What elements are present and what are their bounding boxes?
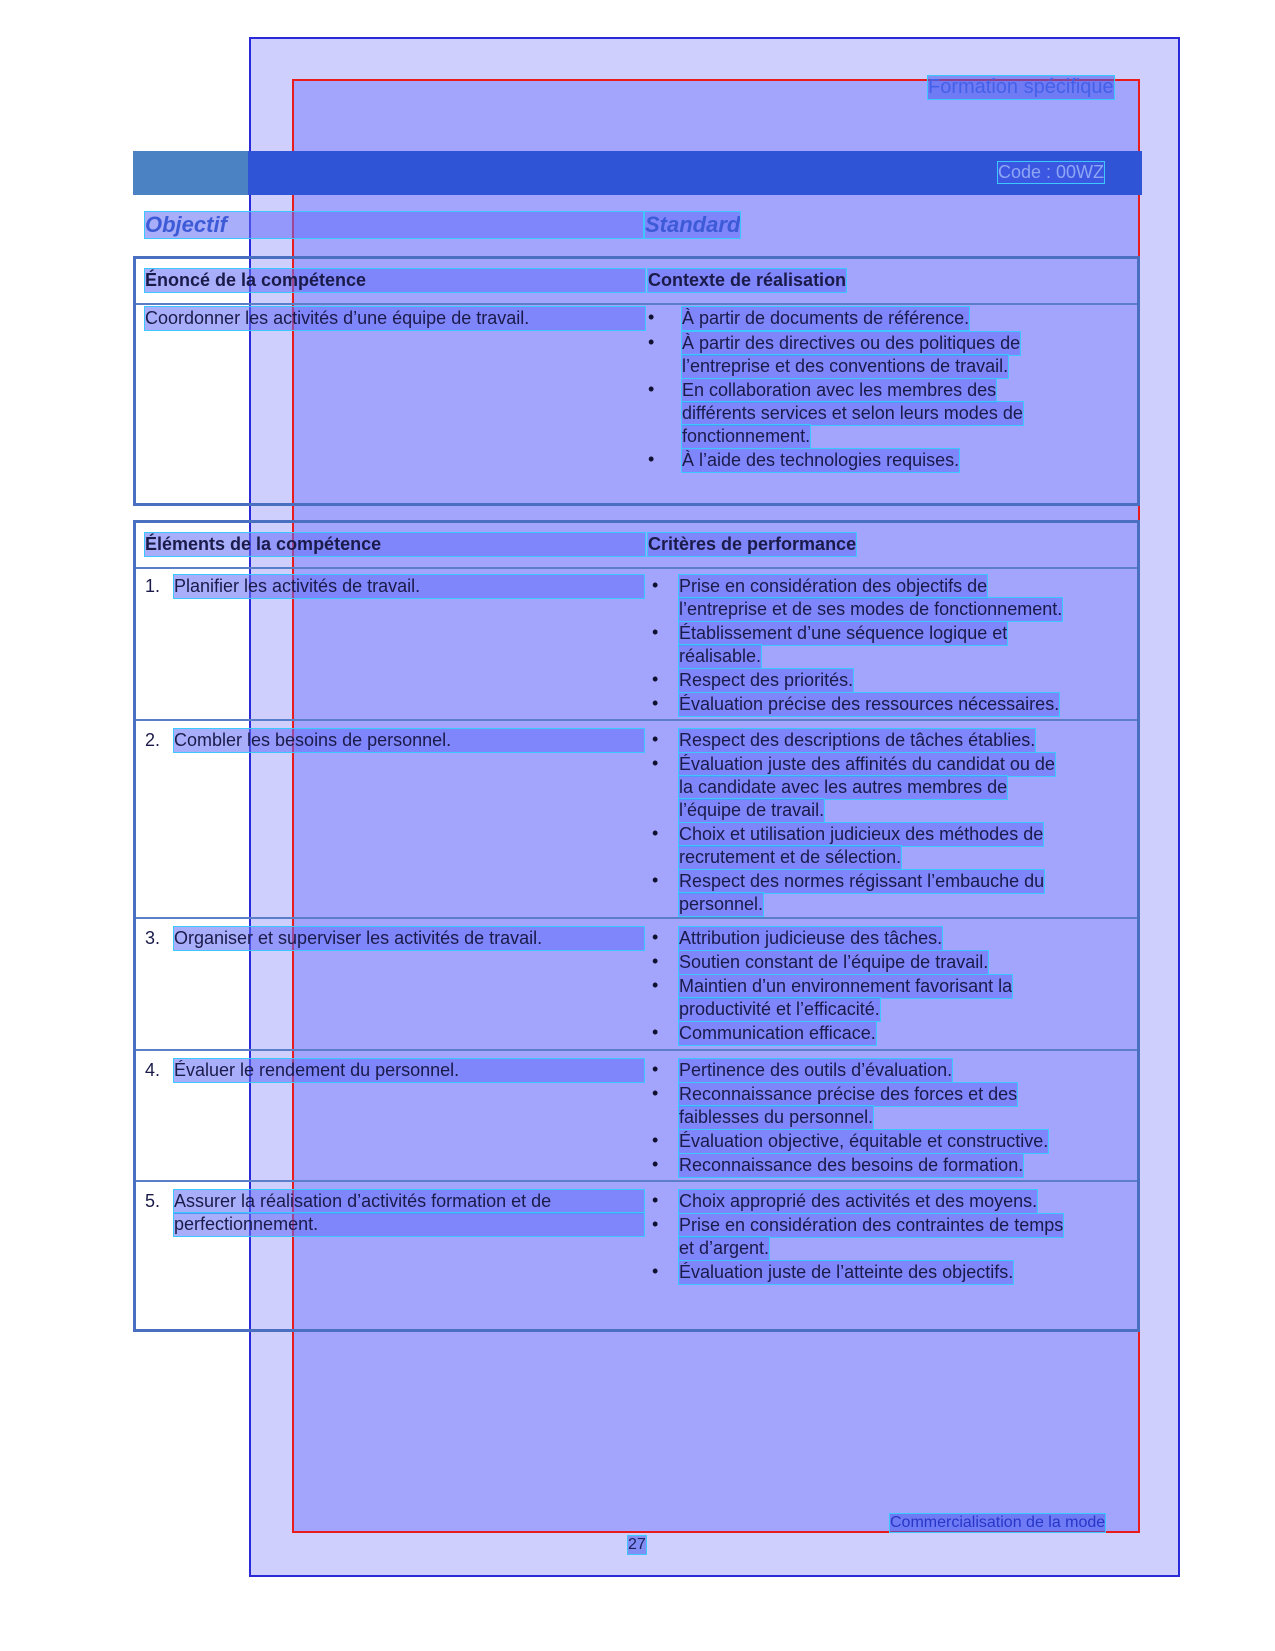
critere-item-line: l’équipe de travail. — [679, 800, 825, 820]
bullet-icon: • — [652, 1190, 659, 1210]
bullet-icon: • — [652, 870, 659, 890]
elements-table — [133, 520, 1140, 1332]
bullet-icon: • — [648, 449, 655, 469]
formation-label: Formation spécifique — [928, 76, 1114, 98]
contexte-item-line: À partir des directives ou des politiques de — [682, 333, 1021, 353]
header-band — [133, 151, 1142, 195]
criteres-column-header: Critères de performance — [648, 534, 857, 554]
bullet-icon: • — [652, 622, 659, 642]
critere-item-line: Communication efficace. — [679, 1023, 876, 1043]
critere-item-line: Choix et utilisation judicieux des méthodes de — [679, 824, 1044, 844]
contexte-item-line: À partir de documents de référence. — [682, 308, 970, 328]
contexte-item-line: En collaboration avec les membres des — [682, 380, 997, 400]
contexte-item-line: fonctionnement. — [682, 426, 811, 446]
bullet-icon: • — [648, 307, 655, 327]
objectif-heading: Objectif — [145, 212, 643, 238]
bullet-icon: • — [648, 379, 655, 399]
bullet-icon: • — [652, 669, 659, 689]
critere-item-line: Évaluation juste de l’atteinte des objectifs. — [679, 1262, 1014, 1282]
element-text: Combler les besoins de personnel. — [174, 729, 644, 752]
element-text: Planifier les activités de travail. — [174, 575, 644, 598]
critere-item-line: personnel. — [679, 894, 764, 914]
critere-item-line: Prise en considération des objectifs de — [679, 576, 988, 596]
bullet-icon: • — [652, 1214, 659, 1234]
critere-item-line: la candidate avec les autres membres de — [679, 777, 1008, 797]
critere-item-line: productivité et l’efficacité. — [679, 999, 880, 1019]
bullet-icon: • — [652, 975, 659, 995]
footer-program-label: Commercialisation de la mode — [890, 1514, 1106, 1531]
critere-item-line: Évaluation objective, équitable et constructive. — [679, 1131, 1049, 1151]
enonce-column-header: Énoncé de la compétence — [145, 269, 645, 292]
contexte-item-line: différents services et selon leurs modes de — [682, 403, 1023, 423]
critere-item-line: Choix approprié des activités et des moyens. — [679, 1191, 1038, 1211]
element-text: Évaluer le rendement du personnel. — [174, 1059, 644, 1082]
contexte-item-line: À l’aide des technologies requises. — [682, 450, 960, 470]
element-text: Assurer la réalisation d’activités formation et de — [174, 1190, 644, 1213]
critere-item-line: Établissement d’une séquence logique et — [679, 623, 1008, 643]
critere-item-line: l’entreprise et de ses modes de fonctionnement. — [679, 599, 1063, 619]
header-divider — [136, 567, 1137, 569]
critere-item-line: réalisable. — [679, 646, 762, 666]
contexte-column-header: Contexte de réalisation — [648, 270, 847, 290]
bullet-icon: • — [652, 1083, 659, 1103]
critere-item-line: faiblesses du personnel. — [679, 1107, 874, 1127]
bullet-icon: • — [652, 729, 659, 749]
bullet-icon: • — [652, 575, 659, 595]
critere-item-line: Respect des descriptions de tâches établies. — [679, 730, 1036, 750]
enonce-text: Coordonner les activités d’une équipe de travail. — [145, 307, 645, 330]
row-divider — [136, 1180, 1137, 1182]
critere-item-line: Reconnaissance précise des forces et des — [679, 1084, 1018, 1104]
contexte-item-line: l’entreprise et des conventions de travail. — [682, 356, 1009, 376]
header-divider — [136, 303, 1137, 305]
bullet-icon: • — [652, 1261, 659, 1281]
bullet-icon: • — [652, 951, 659, 971]
critere-item-line: Évaluation juste des affinités du candidat ou de — [679, 754, 1055, 774]
critere-item-line: Respect des normes régissant l’embauche du — [679, 871, 1045, 891]
critere-item-line: Prise en considération des contraintes de temps — [679, 1215, 1064, 1235]
elements-column-header: Éléments de la compétence — [145, 533, 645, 556]
bullet-icon: • — [652, 1130, 659, 1150]
critere-item-line: Pertinence des outils d’évaluation. — [679, 1060, 953, 1080]
element-number: 3. — [145, 928, 161, 948]
bullet-icon: • — [648, 332, 655, 352]
element-number: 1. — [145, 576, 161, 596]
bullet-icon: • — [652, 927, 659, 947]
standard-heading: Standard — [645, 212, 741, 237]
row-divider — [136, 1049, 1137, 1051]
critere-item-line: recrutement et de sélection. — [679, 847, 902, 867]
critere-item-line: Soutien constant de l’équipe de travail. — [679, 952, 989, 972]
critere-item-line: Reconnaissance des besoins de formation. — [679, 1155, 1024, 1175]
page-number: 27 — [628, 1536, 646, 1553]
critere-item-line: Évaluation précise des ressources nécessaires. — [679, 694, 1060, 714]
competence-table — [133, 256, 1140, 506]
row-divider — [136, 917, 1137, 919]
element-number: 2. — [145, 730, 161, 750]
bullet-icon: • — [652, 1154, 659, 1174]
element-number: 5. — [145, 1191, 161, 1211]
bullet-icon: • — [652, 823, 659, 843]
critere-item-line: Attribution judicieuse des tâches. — [679, 928, 943, 948]
bullet-icon: • — [652, 1059, 659, 1079]
code-label: Code : 00WZ — [998, 162, 1105, 182]
bullet-icon: • — [652, 693, 659, 713]
critere-item-line: et d’argent. — [679, 1238, 770, 1258]
element-text: perfectionnement. — [174, 1213, 644, 1236]
bullet-icon: • — [652, 1022, 659, 1042]
row-divider — [136, 719, 1137, 721]
critere-item-line: Respect des priorités. — [679, 670, 854, 690]
critere-item-line: Maintien d’un environnement favorisant la — [679, 976, 1013, 996]
bullet-icon: • — [652, 753, 659, 773]
element-number: 4. — [145, 1060, 161, 1080]
element-text: Organiser et superviser les activités de travail. — [174, 927, 644, 950]
